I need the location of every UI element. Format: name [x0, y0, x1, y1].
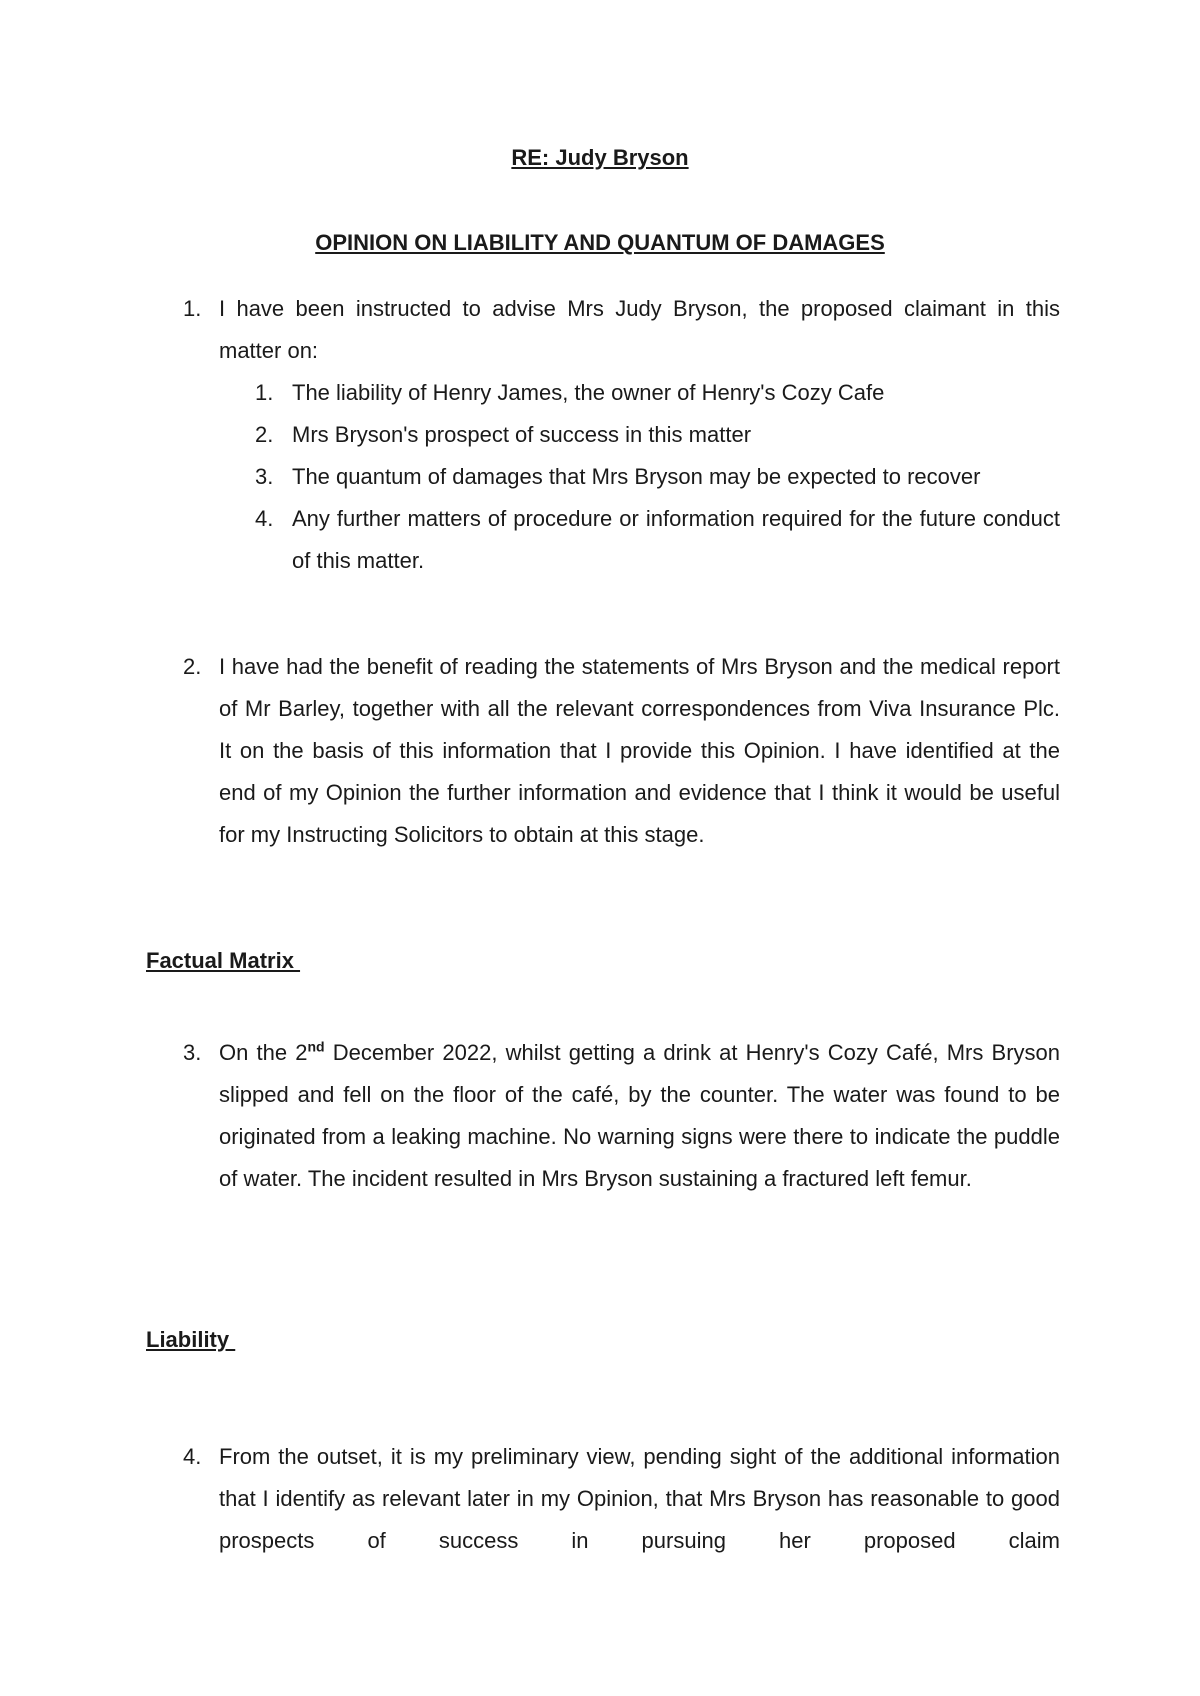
paragraph-2	[146, 646, 1060, 856]
paragraph-1	[146, 288, 1060, 582]
list-item-number: 4.	[255, 506, 274, 531]
paragraph-text-start: On the 2	[219, 1040, 308, 1065]
heading-factual-matrix: Factual Matrix	[146, 948, 301, 973]
list-item	[219, 414, 1060, 456]
paragraph-3	[146, 1032, 1060, 1200]
paragraph-number: 3.	[183, 1040, 202, 1065]
paragraph-text: From the outset, it is my preliminary view, pending sight of the additional information that I identify as relevant later in my Opinion, that Mrs Bryson has reasonable to good prospects of success in pursuing her proposed claim	[219, 1444, 1060, 1553]
paragraph-text-rest: December 2022, whilst getting a drink at Henry's Cozy Café, Mrs Bryson slipped and fell on the floor of the café, by the counter. The water was found to be originated from a leaking machine. No warning signs were there to indicate the puddle of water. The incident resulted in Mrs Bryson sustaining a fractured left femur.	[219, 1040, 1061, 1191]
list-item	[219, 456, 1060, 498]
paragraph-text: I have had the benefit of reading the statements of Mrs Bryson and the medical report of Mr Barley, together with all the relevant correspondences from Viva Insurance Plc. It on the basis of this information that I provide this Opinion. I have identified at the end of my Opinion the further information and evidence that I think it would be useful for my Instructing Solicitors to obtain at this stage.	[219, 654, 1060, 847]
list-item	[219, 372, 1060, 414]
instruction-list	[219, 372, 1060, 582]
list-item-number: 2.	[255, 422, 274, 447]
paragraph-number: 4.	[183, 1444, 202, 1469]
list-item-text: The quantum of damages that Mrs Bryson may be expected to recover	[292, 464, 981, 489]
list-item-text: The liability of Henry James, the owner of Henry's Cozy Cafe	[292, 380, 885, 405]
document-title: RE: Judy Bryson	[511, 145, 689, 170]
list-item	[219, 498, 1060, 582]
paragraph-text: I have been instructed to advise Mrs Judy Bryson, the proposed claimant in this matter on:	[219, 296, 1060, 363]
list-item-text: Mrs Bryson's prospect of success in this matter	[292, 422, 752, 447]
paragraph-text	[219, 1032, 1060, 1200]
list-item-text: Any further matters of procedure or information required for the future conduct of this matter.	[292, 506, 1060, 573]
heading-liability: Liability	[146, 1327, 236, 1352]
list-item-number: 1.	[255, 380, 274, 405]
paragraph-4	[146, 1436, 1060, 1562]
paragraph-number: 2.	[183, 654, 202, 679]
ordinal-suffix: nd	[307, 1038, 325, 1055]
list-item-number: 3.	[255, 464, 274, 489]
document-subtitle: OPINION ON LIABILITY AND QUANTUM OF DAMAGES	[315, 230, 885, 255]
paragraph-number: 1.	[183, 296, 202, 321]
